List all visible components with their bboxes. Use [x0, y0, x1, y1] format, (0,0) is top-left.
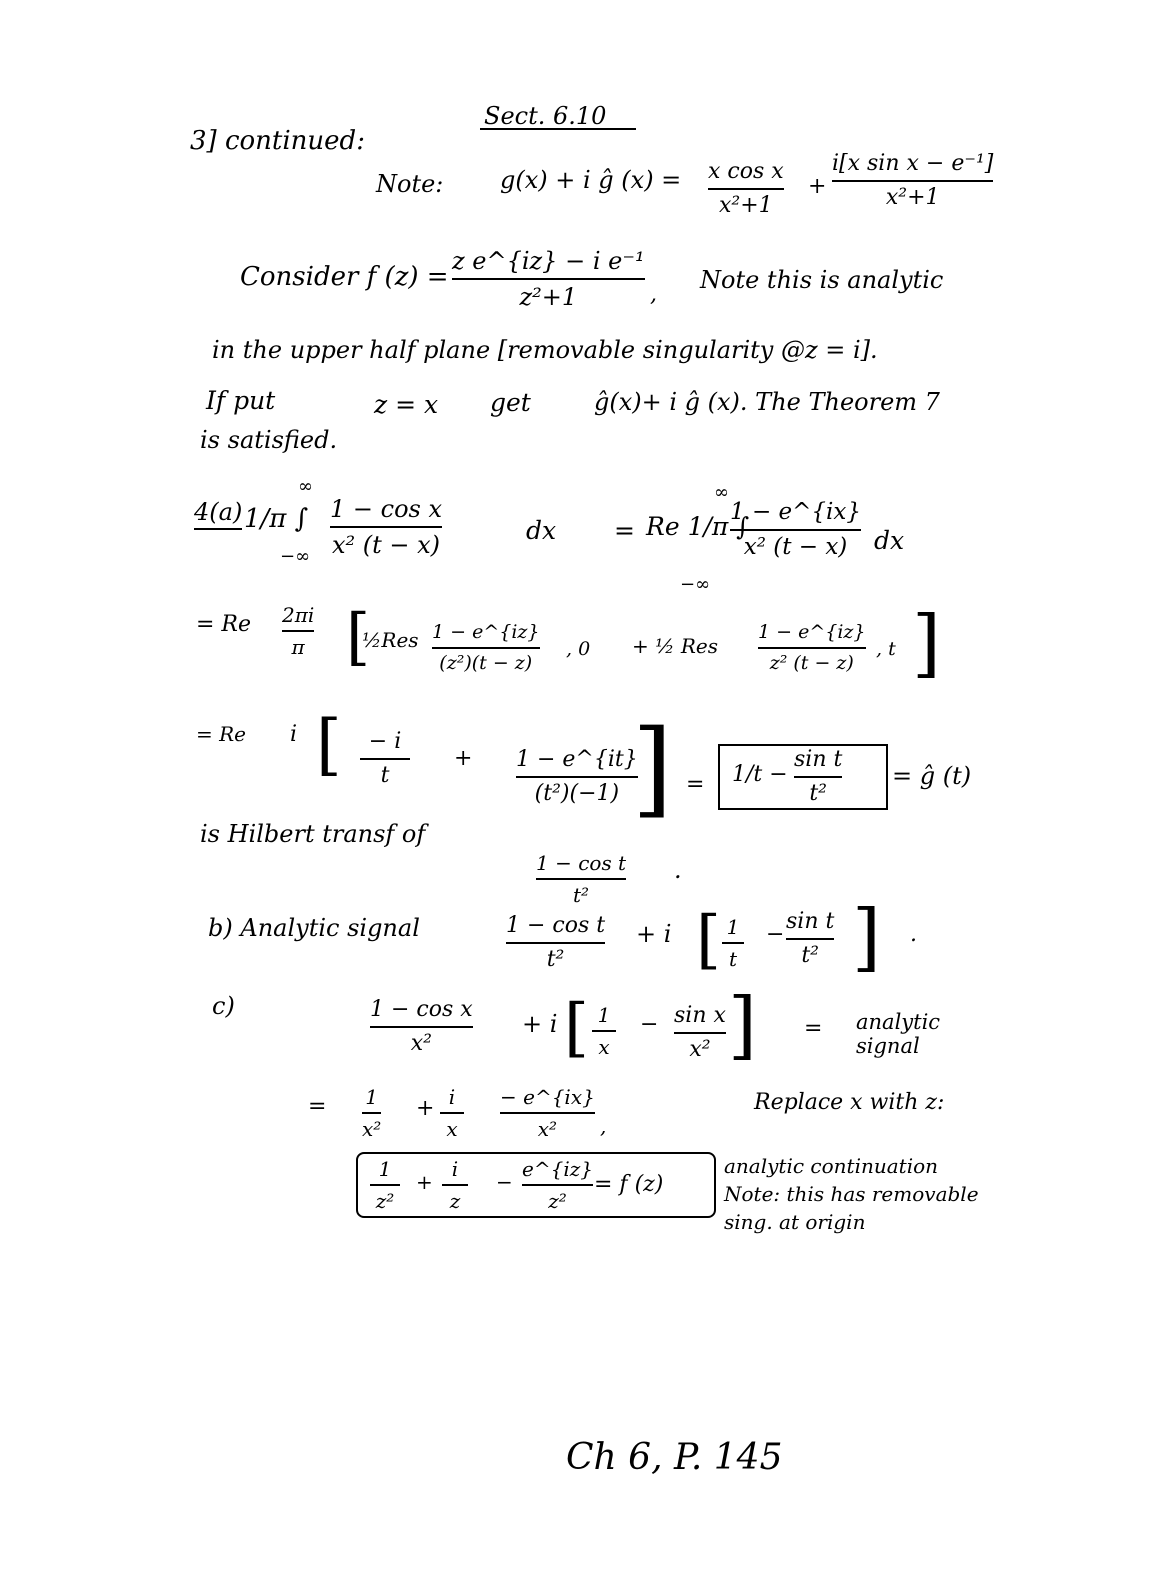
g-fraction-2: i[x sin x − e⁻¹] x²+1 [832, 151, 994, 211]
expansion-term-1: 1 x² [362, 1085, 382, 1141]
expansion-equals: = [308, 1094, 327, 1119]
integral-lower-limit: −∞ [280, 546, 311, 567]
consider-label: Consider f (z) = [240, 262, 449, 292]
lhs-integral-prefix: 1/π ∫ [244, 504, 309, 534]
part-b-period: . [910, 922, 917, 947]
part-c-minus: − [640, 1012, 659, 1037]
hilbert-transform-text: is Hilbert transf of [200, 820, 426, 848]
note-removable: Note: this has removable [724, 1182, 979, 1206]
row3-result: = ĝ (t) [892, 762, 972, 790]
if-put-text: If put [206, 386, 276, 415]
get-text: get [490, 388, 531, 417]
replace-x-with-z: Replace x with z: [754, 1090, 945, 1115]
part-b-plus-i: + i [636, 920, 672, 948]
fz-plus: + [416, 1170, 433, 1194]
row2-prefix: = Re [196, 612, 252, 637]
row2-residue-1: 1 − e^{iz} (z²)(t − z) [432, 621, 540, 674]
part-c-label: c) [212, 992, 235, 1020]
rhs-integrand: 1 − e^{ix} x² (t − x) [730, 499, 862, 561]
part-b-real-part: 1 − cos t t² [506, 913, 606, 973]
part-c-analytic: analytic [856, 1010, 941, 1034]
row3-term-2: 1 − e^{it} (t²)(−1) [516, 747, 638, 807]
part-b-minus: − [766, 922, 785, 947]
part-c-left-bracket: [ [564, 991, 589, 1065]
row3-equals: = [686, 772, 705, 797]
section-heading-underline [480, 128, 636, 130]
problem-4a-label: 4(a) [194, 498, 243, 526]
boxed-sin-t-fraction: sin t t² [794, 747, 843, 807]
part-c-signal: signal [856, 1034, 920, 1058]
part-b-label: b) Analytic signal [208, 914, 420, 942]
lhs-integrand: 1 − cos x x² (t − x) [330, 495, 443, 560]
part-b-one-over-t: 1 t [722, 916, 744, 970]
row3-left-bracket: [ [316, 706, 342, 783]
row2-coefficient: 2πi π [282, 603, 315, 659]
row2-residue-1-point: , 0 [566, 638, 591, 660]
fz-term-3: e^{iz} z² [522, 1157, 593, 1213]
row2-left-bracket: [ [346, 600, 371, 673]
fz-minus: − [496, 1170, 513, 1194]
integral-upper-limit-rhs: ∞ [714, 482, 729, 503]
section-heading: Sect. 6.10 [484, 102, 607, 130]
row2-half-res-2: + ½ Res [632, 634, 719, 658]
row2-residue-2: 1 − e^{iz} z² (t − z) [758, 621, 866, 674]
f-definition-fraction: z e^{iz} − i e⁻¹ z²+1 [452, 247, 645, 312]
boxed-one-over-t: 1/t − [732, 762, 788, 787]
note-sing-at-origin: sing. at origin [724, 1210, 866, 1234]
integral-lower-limit-rhs: −∞ [680, 574, 711, 595]
note-analytic-continuation: analytic continuation [724, 1154, 939, 1178]
row2-residue-2-point: , t [876, 638, 896, 660]
row3-term-1: − i t [360, 730, 410, 788]
expansion-plus: + [416, 1096, 435, 1121]
comma: , [650, 282, 657, 307]
row3-i: i [290, 722, 298, 747]
note-analytic: Note this is analytic [700, 266, 944, 294]
theorem-7-text: ĝ(x)+ i ĝ (x). The Theorem 7 [594, 388, 940, 416]
upper-half-plane-line: in the upper half plane [removable singularity @z = i]. [212, 336, 878, 364]
row2-half-res-1: ½Res [362, 628, 419, 652]
integral-upper-limit: ∞ [298, 476, 313, 497]
part-c-one-over-x: 1 x [592, 1004, 616, 1058]
expansion-term-2: i x [440, 1086, 464, 1140]
fz-term-1: 1 z² [370, 1158, 400, 1212]
problem-3-label: 3] continued: [190, 126, 365, 156]
row3-right-bracket: ] [632, 707, 673, 829]
rhs-dx: dx [874, 526, 905, 555]
z-equals-x: z = x [374, 390, 439, 419]
satisfied-text: is satisfied. [200, 426, 338, 454]
g-expression: g(x) + i ĝ (x) = [500, 166, 682, 194]
equals-sign: = [614, 516, 635, 545]
part-c-real-part: 1 − cos x x² [370, 997, 473, 1057]
g-fraction-1: x cos x x²+1 [708, 159, 784, 219]
plus-sign: + [808, 174, 827, 199]
note-label: Note: [376, 170, 444, 198]
fz-term-2: i z [442, 1158, 468, 1212]
hilbert-of-fraction: 1 − cos t t² [536, 851, 627, 907]
expansion-term-3: − e^{ix} x² [500, 1085, 595, 1141]
part-c-sin-fraction: sin x x² [674, 1003, 726, 1063]
part-b-sin-fraction: sin t t² [786, 909, 835, 969]
rhs-integral-prefix: Re 1/π ∫ [646, 512, 750, 541]
part-b-right-bracket: ] [852, 894, 881, 980]
problem-4a-underline [194, 528, 242, 530]
lhs-dx: dx [526, 516, 557, 545]
part-c-right-bracket: ] [728, 982, 757, 1068]
part-b-left-bracket: [ [696, 903, 721, 977]
expansion-comma: , [600, 1114, 607, 1138]
row2-right-bracket: ] [912, 600, 941, 686]
fz-equals-f: = f (z) [594, 1172, 664, 1197]
hilbert-period: . [674, 856, 682, 884]
page-reference: Ch 6, P. 145 [566, 1437, 783, 1478]
part-c-equals: = [804, 1016, 823, 1041]
row3-prefix: = Re [196, 722, 247, 746]
part-c-plus-i: + i [522, 1010, 558, 1038]
row3-plus: + [454, 746, 473, 771]
